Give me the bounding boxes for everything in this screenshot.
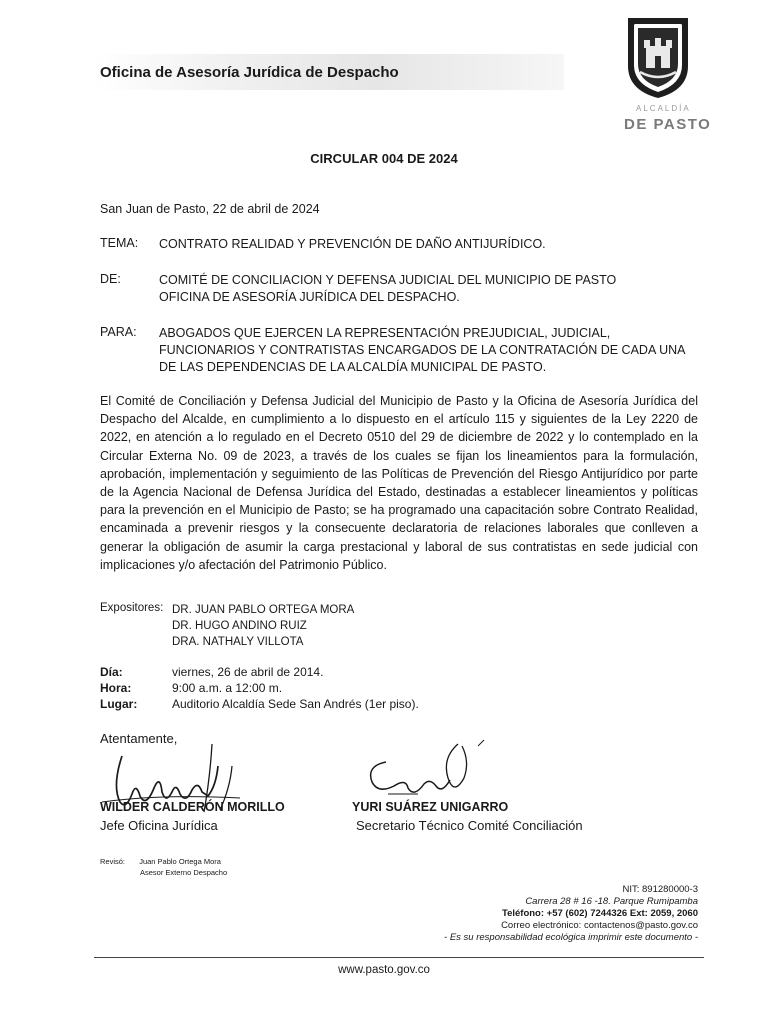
email: Correo electrónico: contactenos@pasto.gov.co [501, 920, 698, 931]
reviewed-block [100, 856, 227, 878]
city-coat-of-arms-logo [622, 12, 694, 100]
de-line: OFICINA DE ASESORÍA JURÍDICA DEL DESPACHO. [159, 290, 460, 304]
para-label: PARA: [100, 325, 137, 339]
speaker-name: DR. JUAN PABLO ORTEGA MORA [172, 604, 355, 616]
place-date: San Juan de Pasto, 22 de abril de 2024 [100, 202, 320, 216]
day-value: viernes, 26 de abril de 2014. [172, 665, 324, 679]
footer-divider [94, 957, 704, 958]
de-line: COMITÉ DE CONCILIACION Y DEFENSA JUDICIAL DEL MUNICIPIO DE PASTO [159, 273, 617, 287]
phone: Teléfono: +57 (602) 7244326 Ext: 2059, 2060 [501, 908, 698, 919]
speaker-name: DR. HUGO ANDINO RUIZ [172, 620, 307, 632]
speakers-list [172, 602, 354, 650]
logo-caption-name: DE PASTO [624, 116, 712, 133]
logo-caption-small: ALCALDÍA [636, 104, 691, 113]
time-value: 9:00 a.m. a 12:00 m. [172, 681, 283, 695]
reviewed-label: Revisó: [100, 857, 126, 866]
speaker-name: DRA. NATHALY VILLOTA [172, 636, 304, 648]
circular-title: CIRCULAR 004 DE 2024 [310, 151, 458, 166]
place-label: Lugar: [100, 697, 138, 711]
address: Carrera 28 # 16 -18. Parque Rumipamba [525, 896, 698, 907]
para-line: FUNCIONARIOS Y CONTRATISTAS ENCARGADOS DE LA CONTRATACIÓN DE CADA UNA [159, 343, 686, 357]
reviewed-name: Juan Pablo Ortega Mora [139, 857, 221, 866]
right-signature-scribble [358, 738, 498, 808]
left-signatory-role: Jefe Oficina Jurídica [100, 818, 218, 833]
de-label: DE: [100, 272, 121, 286]
speakers-label: Expositores: [100, 602, 164, 614]
right-signatory-name: YURI SUÁREZ UNIGARRO [352, 800, 509, 814]
de-value [159, 272, 616, 306]
tema-value [159, 236, 546, 253]
reviewed-role: Asesor Externo Despacho [140, 868, 228, 877]
left-signatory-name: WILDER CALDERÓN MORILLO [100, 800, 285, 814]
time-label: Hora: [100, 681, 132, 695]
contact-block [444, 884, 698, 944]
right-signatory-role: Secretario Técnico Comité Conciliación [356, 818, 583, 833]
tema-value-line: CONTRATO REALIDAD Y PREVENCIÓN DE DAÑO ANTIJURÍDICO. [159, 237, 546, 251]
day-label: Día: [100, 665, 123, 679]
para-value [159, 325, 685, 376]
tema-label: TEMA: [100, 236, 139, 250]
office-name: Oficina de Asesoría Jurídica de Despacho [100, 64, 399, 81]
reviewed-line [100, 856, 227, 867]
place-value: Auditorio Alcaldía Sede San Andrés (1er piso). [172, 697, 419, 711]
nit: NIT: 891280000-3 [622, 884, 698, 895]
eco-note: - Es su responsabilidad ecológica imprimir este documento - [444, 932, 698, 943]
para-line: DE LAS DEPENDENCIAS DE LA ALCALDÍA MUNICIPAL DE PASTO. [159, 360, 547, 374]
closing-salutation: Atentamente, [100, 731, 178, 746]
website-url: www.pasto.gov.co [338, 964, 430, 976]
body-paragraph: El Comité de Conciliación y Defensa Judicial del Municipio de Pasto y la Oficina de Asesoría Jurídica del Despacho del Alcalde, en cumplimiento a lo dispuesto en el artículo 115 y siguientes de la Ley 2220 de 2022, en atención a lo regulado en el Decreto 0510 del 29 de diciembre de 2022 y lo contemplado en la Circular Externa No. 09 de 2023, a través de los cuales se fijan los lineamientos para la formulación, aprobación, implementación y seguimiento de las Políticas de Prevención del Riesgo Antijurídico por parte de la Agencia Nacional de Defensa Jurídica del Estado, destinadas a establecer lineamientos y políticas para la prevención en el Municipio de Pasto; se ha programado una capacitación sobre Contrato Realidad, encaminada a prevenir riesgos y la consecuente declaratoria de relaciones laborales que conlleven a generar la obligación de asumir la carga prestacional y laboral de sus contratistas en sede judicial con implicaciones y/o afectación del Patrimonio Público. [100, 394, 698, 572]
para-line: ABOGADOS QUE EJERCEN LA REPRESENTACIÓN PREJUDICIAL, JUDICIAL, [159, 326, 611, 340]
